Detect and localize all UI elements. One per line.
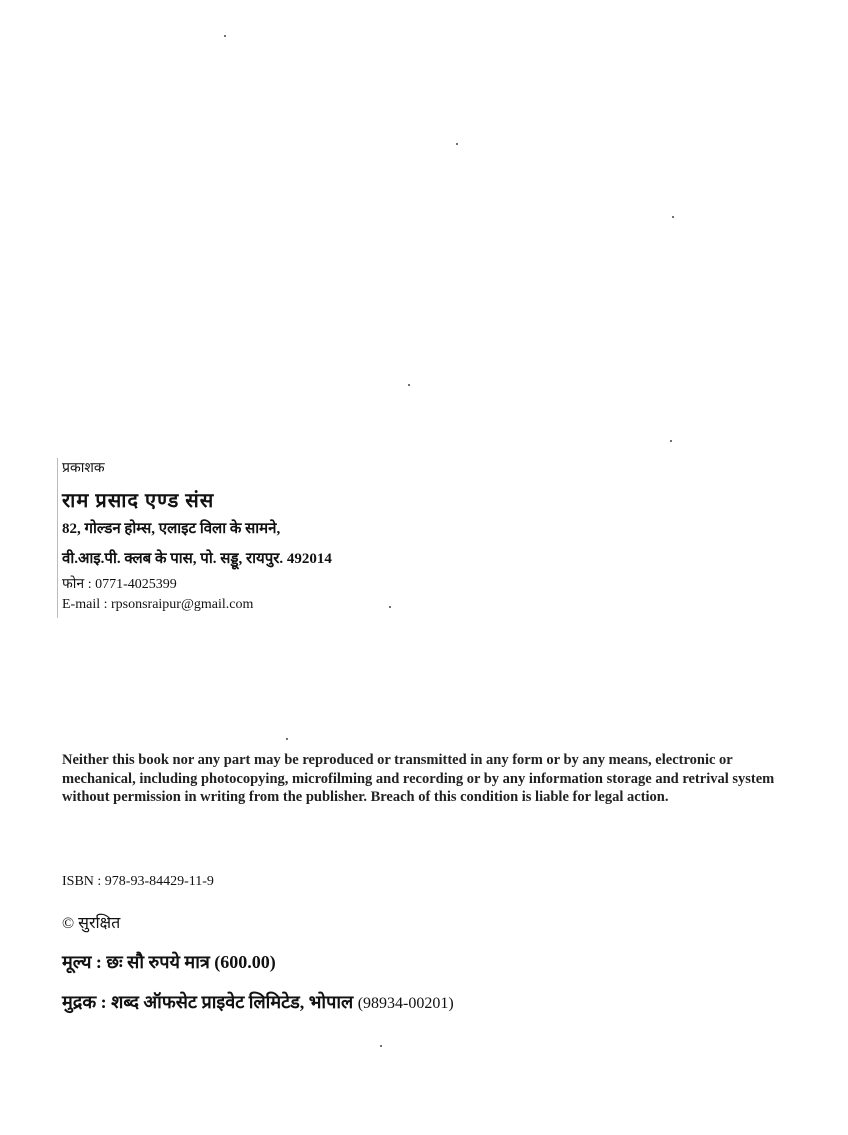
margin-line bbox=[57, 458, 58, 618]
printer-name: मुद्रक : शब्द ऑफसेट प्राइवेट लिमिटेड, भोपाल bbox=[62, 992, 354, 1012]
scan-speck bbox=[286, 738, 288, 740]
scan-speck bbox=[224, 35, 226, 37]
publisher-name: राम प्रसाद एण्ड संस bbox=[62, 490, 215, 512]
publisher-address-line2: वी.आइ.पी. क्लब के पास, पो. सड्डू, रायपुर. 492014 bbox=[62, 551, 332, 567]
copyright-notice: Neither this book nor any part may be reproduced or transmitted in any form or by any means, electronic or mechanical, including photocopying, microfilming and recording or by any information storage and retrival system without permission in writing from the publisher. Breach of this condition is liable for legal action. bbox=[62, 752, 775, 805]
printer-line bbox=[62, 990, 454, 1014]
scan-speck bbox=[389, 606, 391, 608]
scan-speck bbox=[672, 216, 674, 218]
price: मूल्य : छः सौ रुपये मात्र (600.00) bbox=[62, 952, 276, 972]
scan-speck bbox=[380, 1045, 382, 1047]
publisher-email: E-mail : rpsonsraipur@gmail.com bbox=[62, 597, 254, 612]
scan-speck bbox=[408, 384, 410, 386]
publisher-phone: फोन : 0771-4025399 bbox=[62, 577, 177, 592]
scan-speck bbox=[456, 143, 458, 145]
rights-reserved: © सुरक्षित bbox=[62, 915, 121, 932]
publisher-label: प्रकाशक bbox=[62, 461, 105, 476]
printer-phone: (98934-00201) bbox=[357, 995, 454, 1012]
publisher-address-line1: 82, गोल्डन होम्स, एलाइट विला के सामने, bbox=[62, 521, 281, 537]
isbn: ISBN : 978-93-84429-11-9 bbox=[62, 874, 214, 889]
scan-speck bbox=[670, 440, 672, 442]
